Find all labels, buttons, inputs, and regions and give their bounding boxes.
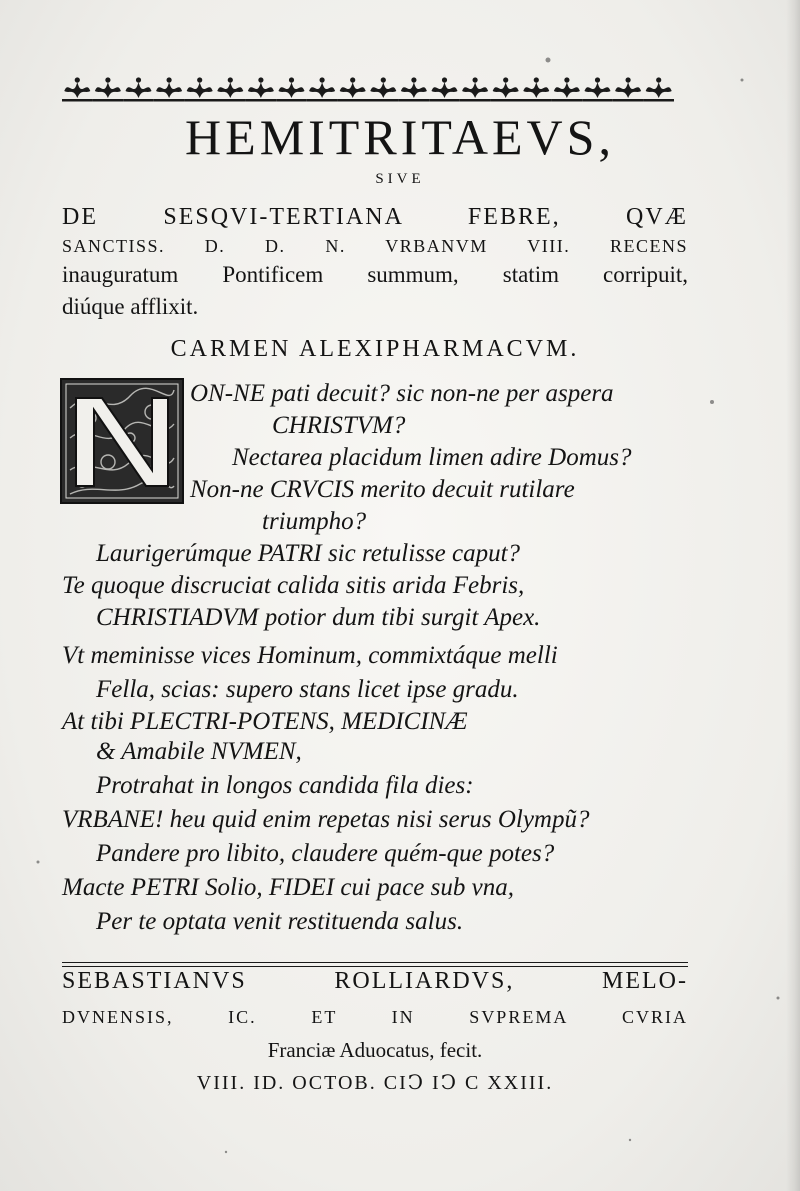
fleuron-ornament xyxy=(154,77,185,101)
verse-line: Protrahat in longos candida fila dies: xyxy=(96,772,474,799)
subtitle-line-4: diúque afflixit. xyxy=(62,294,199,319)
fleuron-ornament xyxy=(62,77,93,101)
fleuron-ornament xyxy=(276,77,307,101)
verse-line: triumpho? xyxy=(262,508,367,535)
fleuron-ornament xyxy=(613,77,644,101)
verse-line: CHRISTIADVM potior dum tibi surgit Apex. xyxy=(96,604,541,631)
verse-line: Pandere pro libito, claudere quém-que potes? xyxy=(96,840,555,867)
verse-line: Vt meminisse vices Hominum, commixtáque melli xyxy=(62,642,558,669)
verse-line: VRBANE! heu quid enim repetas nisi serus Olympũ? xyxy=(62,806,590,833)
divider-rule xyxy=(62,962,688,963)
fleuron-ornament xyxy=(93,77,124,101)
sive-word: SIVE xyxy=(375,171,425,187)
colophon-line-3: Franciæ Aduocatus, fecit. xyxy=(267,1038,483,1062)
fleuron-ornament xyxy=(429,77,460,101)
subtitle-line-3: inauguratum Pontificem summum, statim corripuit, xyxy=(62,262,688,287)
colophon-line-1: SEBASTIANVS ROLLIARDVS, MELO- xyxy=(62,968,688,994)
verse-line: Te quoque discruciat calida sitis arida Febris, xyxy=(62,572,525,599)
verse-line: CHRISTVM? xyxy=(272,412,406,439)
fleuron-ornament xyxy=(337,77,368,101)
subtitle-line-1: DE SESQVI-TERTIANA FEBRE, QVÆ xyxy=(62,204,688,230)
fleuron-ornament xyxy=(307,77,338,101)
fleuron-ornament xyxy=(399,77,430,101)
decorated-initial-n xyxy=(60,378,184,504)
fleuron-ornament xyxy=(490,77,521,101)
fleuron-ornament xyxy=(643,77,674,101)
verse-line: Fella, scias: supero stans licet ipse gradu. xyxy=(96,676,519,703)
verse-line: Per te optata venit restituenda salus. xyxy=(96,908,464,935)
subtitle-line-2: SANCTISS. D. D. N. VRBANVM VIII. RECENS xyxy=(62,236,688,256)
verse-line: & Amabile NVMEN, xyxy=(96,738,302,765)
verse-line: Laurigerúmque PATRI sic retulisse caput? xyxy=(96,540,521,567)
fleuron-ornament xyxy=(521,77,552,101)
fleuron-ornament xyxy=(215,77,246,101)
verse-line: At tibi PLECTRI-POTENS, MEDICINÆ xyxy=(62,708,468,735)
fleuron-ornament xyxy=(582,77,613,101)
ornament-band xyxy=(62,74,674,104)
fleuron-ornament xyxy=(123,77,154,101)
verse-line: ON-NE pati decuit? sic non-ne per aspera xyxy=(190,380,614,407)
fleuron-ornament xyxy=(368,77,399,101)
fleuron-ornament xyxy=(246,77,277,101)
fleuron-ornament xyxy=(184,77,215,101)
verse-line: Nectarea placidum limen adire Domus? xyxy=(232,444,632,471)
divider-rule xyxy=(62,966,688,967)
verse-line: Non-ne CRVCIS merito decuit rutilare xyxy=(190,476,575,503)
poem-heading: CARMEN ALEXIPHARMACVM. xyxy=(170,336,580,362)
colophon-line-2: DVNENSIS, IC. ET IN SVPREMA CVRIA xyxy=(62,1007,688,1027)
page-title: HEMITRITAEVS, xyxy=(185,109,615,165)
fleuron-ornament xyxy=(552,77,583,101)
fleuron-ornament xyxy=(460,77,491,101)
colophon-date: VIII. ID. OCTOB. CIↃ IↃ C XXIII. xyxy=(196,1072,554,1094)
verse-line: Macte PETRI Solio, FIDEI cui pace sub vna, xyxy=(62,874,514,901)
